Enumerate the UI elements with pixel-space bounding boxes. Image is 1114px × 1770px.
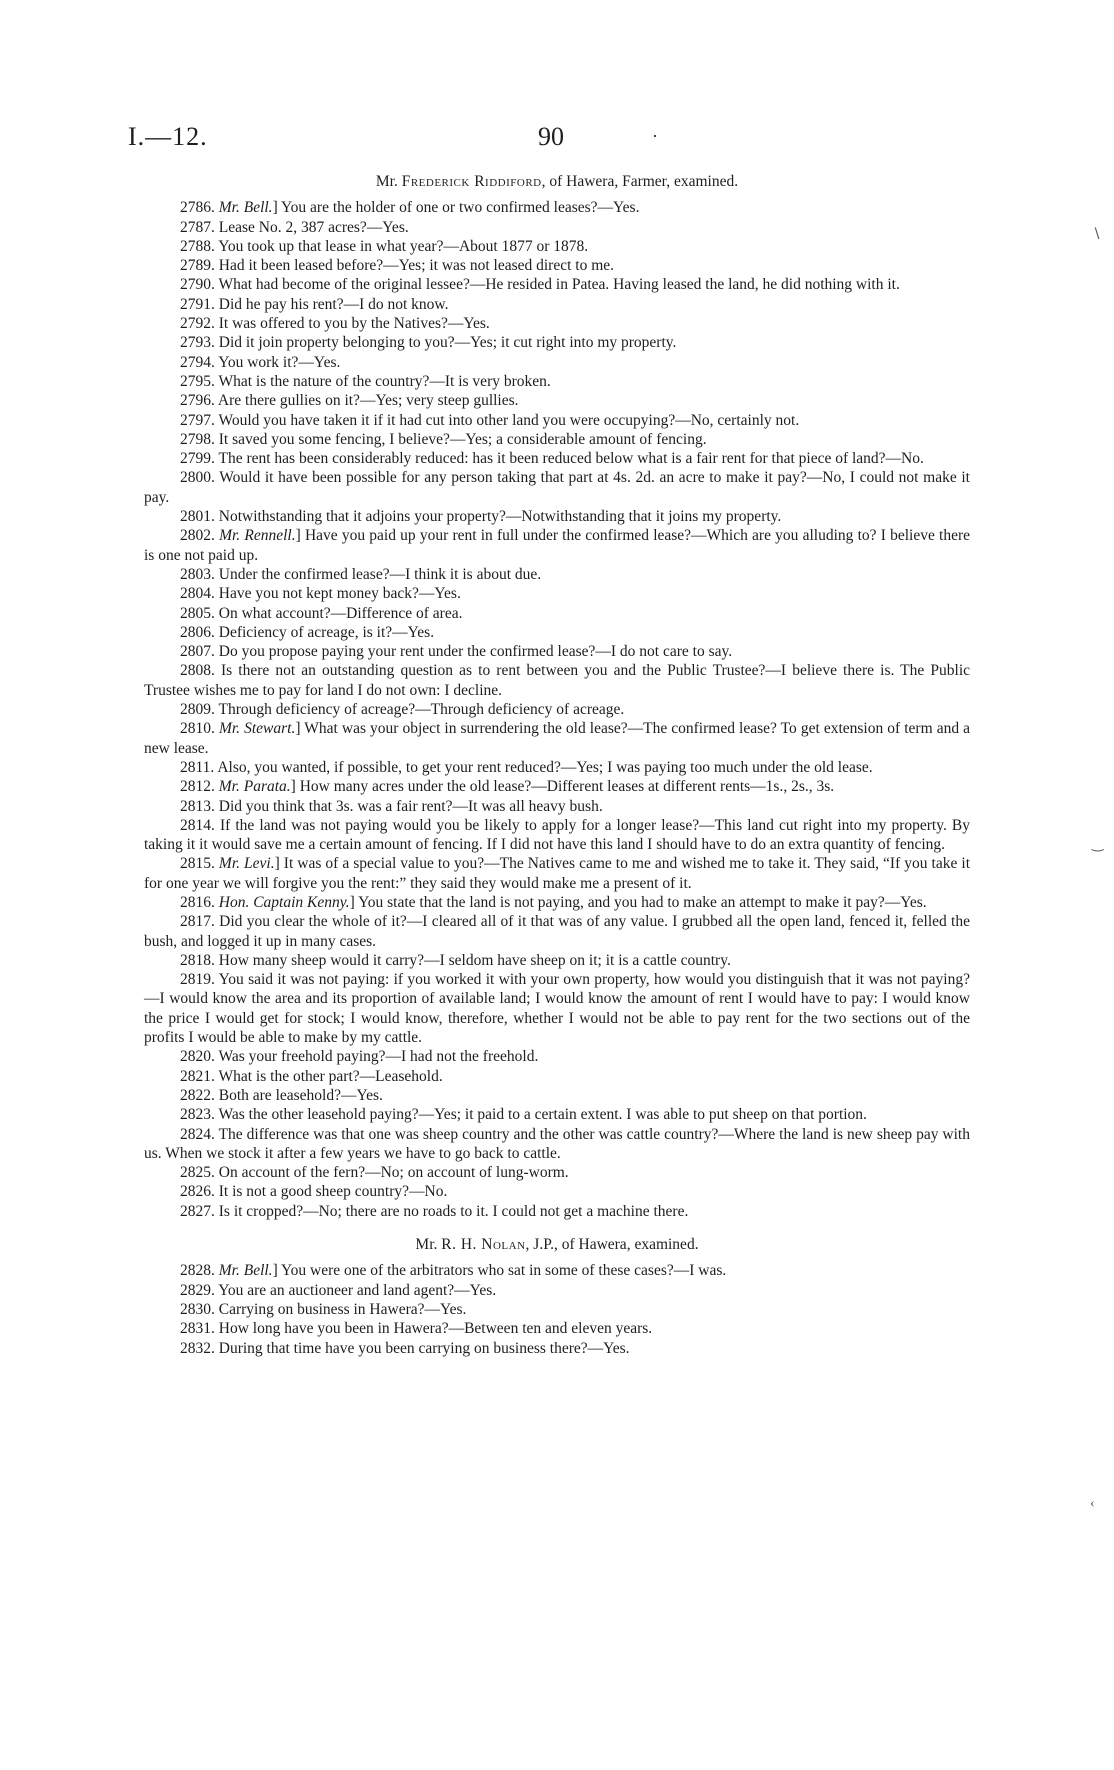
qa-entry xyxy=(144,1163,970,1182)
question-answer-text: ] How many acres under the old lease?—Different leases at different rents—1s., 2s., 3s. xyxy=(290,778,835,796)
question-answer-text: Had it been leased before?—Yes; it was not leased direct to me. xyxy=(218,257,615,275)
qa-entry xyxy=(144,314,970,333)
witness-name: Frederick Riddiford xyxy=(401,173,542,190)
question-number: 2821. xyxy=(180,1067,215,1085)
qa-entry xyxy=(144,642,970,661)
qa-entry xyxy=(144,1067,970,1086)
question-answer-text: What had become of the original lessee?—He resided in Patea. Having leased the land, he did nothing with it. xyxy=(218,276,900,294)
qa-entry xyxy=(144,854,970,893)
question-number: 2815. xyxy=(180,855,215,873)
question-number: 2803. xyxy=(180,565,215,583)
qa-entry xyxy=(144,951,970,970)
question-answer-text: On what account?—Difference of area. xyxy=(218,604,463,622)
witness-heading xyxy=(144,172,970,191)
qa-entry xyxy=(144,623,970,642)
qa-entry xyxy=(144,1300,970,1319)
question-answer-text: It was offered to you by the Natives?—Yes. xyxy=(218,315,490,333)
question-answer-text: Did you think that 3s. was a fair rent?—It was all heavy bush. xyxy=(218,797,603,815)
question-number: 2812. xyxy=(180,778,215,796)
question-answer-text: You work it?—Yes. xyxy=(218,353,341,371)
question-number: 2790. xyxy=(180,276,215,294)
qa-entry xyxy=(144,584,970,603)
question-answer-text: Would it have been possible for any person taking that part at 4s. 2d. an acre to make it pay?—No, I could not make it pay. xyxy=(144,469,970,506)
qa-entry xyxy=(144,353,970,372)
question-answer-text: Is there not an outstanding question as to rent between you and the Public Trustee?—I believe there is. The Public Trustee wishes me to pay for land I do not own: I decline. xyxy=(144,662,971,699)
question-number: 2810. xyxy=(180,720,215,738)
witness-title: Mr. xyxy=(415,1236,442,1254)
margin-mark-icon: ‿ xyxy=(1092,837,1104,852)
qa-entry xyxy=(144,411,970,430)
qa-entry xyxy=(144,275,970,294)
qa-entry xyxy=(144,700,970,719)
witness-name: R. H. Nolan xyxy=(441,1236,526,1254)
question-number: 2806. xyxy=(180,623,215,641)
qa-entry xyxy=(144,1047,970,1066)
question-number: 2797. xyxy=(180,411,215,429)
qa-entry xyxy=(144,295,970,314)
qa-entry xyxy=(144,449,970,468)
question-number: 2799. xyxy=(180,450,215,468)
qa-entry xyxy=(144,1182,970,1201)
question-number: 2816. xyxy=(180,893,215,911)
document-code: I.—12. xyxy=(128,122,208,151)
qa-entry xyxy=(144,1261,970,1280)
question-answer-text: How long have you been in Hawera?—Between ten and eleven years. xyxy=(218,1320,653,1338)
witness-heading xyxy=(144,1235,970,1254)
qa-entry xyxy=(144,719,970,758)
question-number: 2809. xyxy=(180,701,215,719)
question-number: 2828. xyxy=(180,1262,215,1280)
qa-entry xyxy=(144,912,970,951)
qa-entry xyxy=(144,391,970,410)
witness-description: , J.P., of Hawera, examined. xyxy=(525,1236,699,1254)
qa-entry xyxy=(144,777,970,796)
question-number: 2813. xyxy=(180,797,215,815)
question-number: 2789. xyxy=(180,257,215,275)
question-number: 2820. xyxy=(180,1048,215,1066)
question-number: 2826. xyxy=(180,1183,215,1201)
question-answer-text: Notwithstanding that it adjoins your property?—Notwithstanding that it joins my property. xyxy=(218,508,782,526)
question-number: 2819. xyxy=(180,971,215,989)
speaker-name: Mr. Bell. xyxy=(218,199,273,217)
question-number: 2801. xyxy=(180,508,215,526)
question-answer-text: Have you not kept money back?—Yes. xyxy=(218,585,461,603)
question-answer-text: Did he pay his rent?—I do not know. xyxy=(218,295,449,313)
question-answer-text: Was the other leasehold paying?—Yes; it paid to a certain extent. I was able to put sheep on that portion. xyxy=(218,1106,867,1124)
question-number: 2827. xyxy=(180,1202,215,1220)
qa-entry xyxy=(144,816,970,855)
qa-entry xyxy=(144,797,970,816)
question-number: 2805. xyxy=(180,604,215,622)
question-number: 2804. xyxy=(180,585,215,603)
margin-mark-icon: ‹ xyxy=(1090,1496,1095,1511)
question-answer-text: On account of the fern?—No; on account of lung-worm. xyxy=(218,1164,569,1182)
speaker-name: Mr. Parata. xyxy=(218,778,291,796)
question-answer-text: Did you clear the whole of it?—I cleared all of it that was of any value. I grubbed all the open land, fenced it, felled the bush, and logged it up in many cases. xyxy=(144,913,970,950)
question-answer-text: ] What was your object in surrendering the old lease?—The confirmed lease? To get extension of term and a new lease. xyxy=(144,720,971,757)
question-number: 2808. xyxy=(180,662,215,680)
question-answer-text: You said it was not paying: if you worked it with your own property, how would you distinguish that it was not paying?—I would know the area and its proportion of available land; I would know the amount of rent I would have to pay: I would know the price I would get for stock; I would know, therefore, whether I would not be able to pay rent for the two sections out of the profits I would be able to make by my cattle. xyxy=(144,971,970,1047)
qa-entry xyxy=(144,430,970,449)
question-answer-text: Was your freehold paying?—I had not the freehold. xyxy=(218,1048,539,1066)
question-number: 2829. xyxy=(180,1281,215,1299)
question-number: 2795. xyxy=(180,372,215,390)
witness-title: Mr. xyxy=(375,173,402,190)
question-number: 2802. xyxy=(180,527,215,545)
page-mark: · xyxy=(652,126,658,146)
qa-entry xyxy=(144,1339,970,1358)
question-answer-text: ] It was of a special value to you?—The Natives came to me and wished me to take it. They said, “If you take it for one year we will forgive you the rent:” they said they would make me a present of it. xyxy=(144,855,970,892)
question-number: 2796. xyxy=(180,392,215,410)
question-number: 2818. xyxy=(180,951,215,969)
question-answer-text: ] You were one of the arbitrators who sat in some of these cases?—I was. xyxy=(272,1262,727,1280)
question-number: 2825. xyxy=(180,1164,215,1182)
document-body xyxy=(144,170,970,1358)
question-number: 2786. xyxy=(180,199,215,217)
question-number: 2787. xyxy=(180,218,215,236)
question-answer-text: How many sheep would it carry?—I seldom have sheep on it; it is a cattle country. xyxy=(218,951,731,969)
question-answer-text: Would you have taken it if it had cut into other land you were occupying?—No, certainly not. xyxy=(218,411,800,429)
question-answer-text: During that time have you been carrying on business there?—Yes. xyxy=(218,1339,630,1357)
qa-entry xyxy=(144,333,970,352)
qa-entry xyxy=(144,507,970,526)
qa-entry xyxy=(144,970,970,1047)
question-answer-text: ] You state that the land is not paying, and you had to make an attempt to make it pay?—Yes. xyxy=(349,893,927,911)
qa-entry xyxy=(144,526,970,565)
question-answer-text: ] Have you paid up your rent in full under the confirmed lease?—Which are you alluding to? I believe there is one not paid up. xyxy=(144,527,970,564)
question-number: 2807. xyxy=(180,643,215,661)
question-answer-text: Do you propose paying your rent under the confirmed lease?—I do not care to say. xyxy=(218,643,733,661)
speaker-name: Mr. Bell. xyxy=(218,1262,273,1280)
qa-entry xyxy=(144,758,970,777)
question-answer-text: You are an auctioneer and land agent?—Yes. xyxy=(218,1281,497,1299)
question-number: 2788. xyxy=(180,237,215,255)
question-answer-text: ] You are the holder of one or two confirmed leases?—Yes. xyxy=(272,199,640,217)
question-answer-text: The rent has been considerably reduced: has it been reduced below what is a fair rent for that piece of land?—No. xyxy=(218,450,924,468)
question-number: 2791. xyxy=(180,295,215,313)
question-answer-text: It saved you some fencing, I believe?—Yes; a considerable amount of fencing. xyxy=(218,430,707,448)
qa-entry xyxy=(144,565,970,584)
qa-entry xyxy=(144,1281,970,1300)
qa-entry xyxy=(144,1202,970,1221)
question-answer-text: Is it cropped?—No; there are no roads to it. I could not get a machine there. xyxy=(218,1202,689,1220)
question-number: 2814. xyxy=(180,816,215,834)
question-answer-text: Carrying on business in Hawera?—Yes. xyxy=(218,1300,467,1318)
speaker-name: Mr. Stewart. xyxy=(218,720,296,738)
speaker-name: Mr. Rennell. xyxy=(219,527,296,545)
question-answer-text: Lease No. 2, 387 acres?—Yes. xyxy=(218,218,409,236)
question-answer-text: It is not a good sheep country?—No. xyxy=(218,1183,448,1201)
margin-mark-icon: ∖ xyxy=(1092,227,1101,242)
question-answer-text: You took up that lease in what year?—About 1877 or 1878. xyxy=(218,237,589,255)
question-number: 2794. xyxy=(180,353,215,371)
question-number: 2793. xyxy=(180,334,215,352)
speaker-name: Mr. Levi. xyxy=(218,855,275,873)
qa-entry xyxy=(144,468,970,507)
qa-entry xyxy=(144,372,970,391)
question-number: 2792. xyxy=(180,315,215,333)
qa-entry xyxy=(144,1319,970,1338)
qa-entry xyxy=(144,661,970,700)
question-answer-text: Under the confirmed lease?—I think it is about due. xyxy=(218,565,542,583)
qa-entry xyxy=(144,1086,970,1105)
page-number: 90 xyxy=(538,122,564,151)
question-answer-text: If the land was not paying would you be likely to apply for a longer lease?—This land cut right into my property. By taking it it would save me a certain amount of fencing. If I did not have this land I should have to do an extra quantity of fencing. xyxy=(144,816,971,854)
qa-entry xyxy=(144,198,970,217)
question-number: 2824. xyxy=(180,1125,215,1143)
question-answer-text: The difference was that one was sheep country and the other was cattle country?—Where the land is new sheep pay with us. When we stock it after a few years we have to go back to cattle. xyxy=(144,1125,970,1162)
qa-entry xyxy=(144,218,970,237)
question-answer-text: Are there gullies on it?—Yes; very steep gullies. xyxy=(217,392,519,410)
question-answer-text: Deficiency of acreage, is it?—Yes. xyxy=(218,623,435,641)
qa-entry xyxy=(144,1105,970,1124)
question-answer-text: What is the nature of the country?—It is very broken. xyxy=(218,372,551,390)
qa-entry xyxy=(144,1125,970,1164)
question-number: 2830. xyxy=(180,1300,215,1318)
qa-entry xyxy=(144,237,970,256)
question-number: 2823. xyxy=(180,1106,215,1124)
question-answer-text: What is the other part?—Leasehold. xyxy=(218,1067,443,1085)
qa-entry xyxy=(144,256,970,275)
question-answer-text: Through deficiency of acreage?—Through deficiency of acreage. xyxy=(218,701,625,719)
question-number: 2798. xyxy=(180,430,215,448)
question-number: 2811. xyxy=(180,758,215,776)
qa-entry xyxy=(144,893,970,912)
question-number: 2817. xyxy=(180,913,215,931)
question-answer-text: Did it join property belonging to you?—Yes; it cut right into my property. xyxy=(218,334,677,352)
question-answer-text: Both are leasehold?—Yes. xyxy=(218,1086,383,1104)
question-number: 2800. xyxy=(180,469,215,487)
question-number: 2832. xyxy=(180,1339,215,1357)
witness-description: , of Hawera, Farmer, examined. xyxy=(541,173,739,190)
question-number: 2831. xyxy=(180,1320,215,1338)
question-answer-text: Also, you wanted, if possible, to get your rent reduced?—Yes; I was paying too much under the old lease. xyxy=(217,758,873,776)
speaker-name: Hon. Captain Kenny. xyxy=(218,893,350,911)
qa-entry xyxy=(144,604,970,623)
question-number: 2822. xyxy=(180,1086,215,1104)
